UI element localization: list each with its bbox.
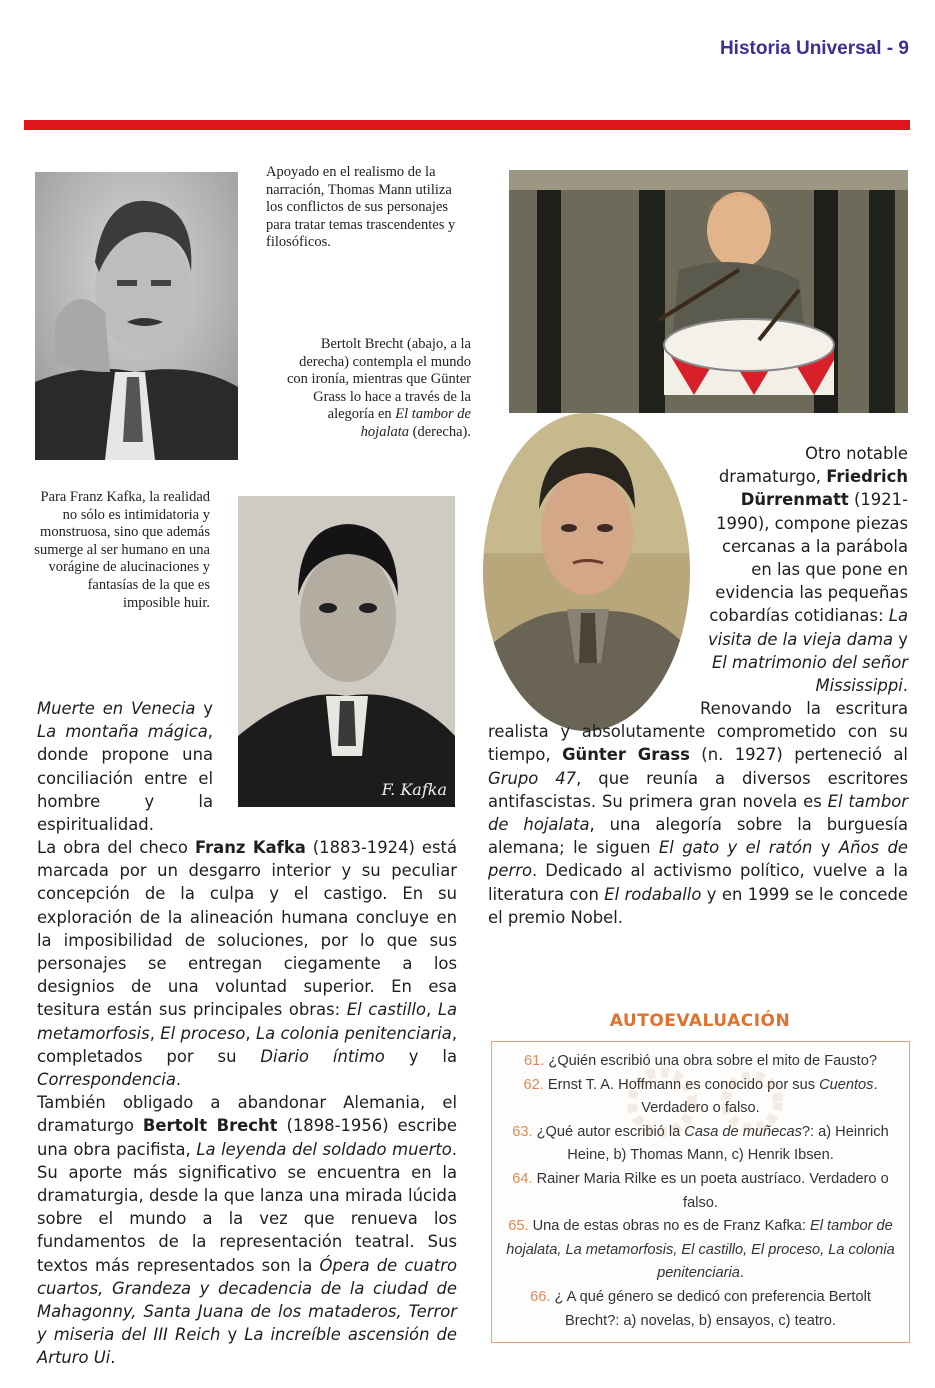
text-run: , donde propone una conciliación entre el hombre y la espiritualidad. [37, 722, 213, 835]
text-run: (1921-1990), compone piezas cercanas a la parábola en las que pone en evidencia las pequeñas cobardías cotidianas: [709, 490, 908, 626]
text-run: , [425, 1000, 438, 1020]
question-65 [506, 1215, 895, 1286]
left-column-body [37, 836, 457, 1370]
self-assessment-box [491, 1041, 910, 1343]
question-66 [506, 1286, 895, 1333]
question-number: 66. [530, 1288, 551, 1305]
header-rule [24, 120, 910, 130]
paragraph-grass [488, 697, 908, 929]
work-title: Correspondencia [37, 1070, 176, 1090]
thomas-mann-portrait [35, 172, 238, 460]
question-work-title: Cuentos [819, 1076, 874, 1093]
work-title: La increíble ascensión de Arturo Ui [37, 1325, 458, 1368]
work-title: El gato y el ratón [658, 838, 813, 858]
question-text: . [739, 1265, 744, 1282]
question-number: 62. [523, 1076, 544, 1093]
text-run: Renovando la escritura realista y absolutamente comprometido con su tiempo, [488, 699, 908, 765]
text-run: . Su aporte más significativo se encuentra en la dramaturgia, desde la que lanza una mirada lúcida sobre el mundo a la vez que renueva los fundamentos de la representación teatral. Sus textos más representados son la [37, 1139, 457, 1275]
text-run: y en 1999 se le concede el premio Nobel. [488, 884, 908, 927]
text-run: , completados por su [37, 1023, 458, 1066]
paragraph-brecht [37, 1091, 457, 1369]
tin-drum-scene-image [509, 170, 908, 413]
work-title: Grupo 47 [488, 768, 577, 788]
paragraph-durrenmatt [698, 442, 908, 697]
right-column-grass [488, 697, 908, 929]
text-run: La obra del checo [37, 838, 195, 857]
photo-tin-drum-scene [509, 170, 908, 413]
work-title: La leyenda del soldado muerto [196, 1139, 452, 1159]
photo-bertolt-brecht [483, 413, 690, 731]
text-run: . [902, 676, 908, 696]
question-number: 65. [508, 1218, 529, 1235]
work-title: Muerte en Venecia [37, 699, 196, 718]
question-64 [506, 1168, 895, 1215]
work-title: La visita de la vieja dama [707, 606, 908, 649]
gear-watermark-icon [592, 1062, 842, 1142]
work-title: La colonia penitenciaria [256, 1023, 452, 1043]
work-title: Diario íntimo [260, 1046, 385, 1066]
text-run: y [812, 838, 839, 858]
work-title: El castillo [346, 1000, 426, 1020]
question-text: Una de estas obras no es de Franz Kafka: [532, 1218, 811, 1235]
caption-kafka: Para Franz Kafka, la realidad no sólo es intimidatoria y monstruosa, sino que además sumerge al ser humano en una vorágine de alucinaciones y fantasías de la que es imposible huir. [34, 489, 210, 611]
question-text: ¿Quién escribió una obra sobre el mito de Fausto? [548, 1053, 877, 1069]
photo-franz-kafka [238, 496, 455, 807]
work-title: El rodaballo [604, 884, 702, 904]
paragraph-mann-works [37, 697, 213, 836]
author-name: Friedrich Dürrenmatt [740, 467, 908, 510]
text-run: . [110, 1348, 116, 1368]
work-title: El matrimonio del señor Mississippi [711, 652, 908, 696]
kafka-signature: F. Kafka [381, 780, 447, 799]
question-work-list: El tambor de hojalata, La metamorfosis, El castillo, El proceso, La colonia penitenciaria [506, 1218, 895, 1282]
photo-thomas-mann [35, 172, 238, 460]
paragraph-kafka [37, 836, 457, 1091]
text-run: y [893, 629, 908, 649]
work-title: Años de perro [488, 838, 908, 881]
caption-brecht-text-1: Bertolt Brecht (abajo, a la derecha) contempla el mundo con ironía, mientras que Günter Grass lo hace a través de la alegoría en [286, 336, 471, 423]
right-column-durrenmatt [698, 442, 908, 697]
caption-thomas-mann: Apoyado en el realismo de la narración, Thomas Mann utiliza los conflictos de sus personajes para tratar temas trascendentes y filosóficos. [266, 164, 456, 251]
left-intro-paragraph [37, 697, 213, 836]
author-name: Franz Kafka [194, 838, 306, 857]
work-title: Ópera de cuatro cuartos, Grandeza y decadencia de la ciudad de Mahagonny, Santa Juana de los mataderos, Terror y miseria del III Reich [37, 1255, 458, 1345]
work-title: El tambor de hojalata [488, 791, 908, 835]
text-run: . [175, 1070, 182, 1090]
text-run: y [220, 1325, 245, 1345]
text-run: , que reunía a diversos escritores antifascistas. Su primera gran novela es [488, 768, 908, 811]
header-separator: - [881, 38, 899, 59]
page-number: 9 [898, 38, 909, 59]
text-run: (1898-1956) escribe una obra pacifista, [37, 1116, 457, 1159]
question-text: ¿Qué autor escribió la [536, 1123, 685, 1140]
text-run: y [195, 699, 213, 718]
question-work-title: Casa de muñecas [684, 1123, 802, 1140]
author-name: Günter Grass [562, 745, 690, 765]
text-run: . Dedicado al activismo político, vuelve a la literatura con [488, 861, 908, 904]
question-text: ¿ A qué género se dedicó con preferencia Bertolt Brecht?: a) novelas, b) ensayos, c) teatro. [554, 1288, 871, 1329]
running-header [720, 38, 909, 60]
text-run: También obligado a abandonar Alemania, el dramaturgo [37, 1093, 457, 1136]
text-run: , una alegoría sobre la burguesía alemana; le siguen [488, 815, 908, 858]
franz-kafka-portrait [238, 496, 455, 807]
question-text: ?: a) Heinrich Heine, b) Thomas Mann, c) Henrik Ibsen. [567, 1123, 889, 1164]
question-number: 64. [512, 1170, 533, 1187]
question-text: . Verdadero o falso. [641, 1076, 878, 1117]
work-title: La metamorfosis [37, 1000, 457, 1043]
caption-brecht-grass [279, 336, 471, 442]
text-run: Otro notable dramaturgo, [718, 444, 908, 487]
caption-brecht-text-2: (derecha). [409, 423, 471, 440]
text-run: (1883-1924) está marcada por un desgarro interior y su peculiar concepción de la culpa y el castigo. En su exploración de la alineación humana concluye en la imposibilidad de soluciones, por lo que sus personajes se entregan ciegamente a los designios de una voluntad superior. En esa tesitura están sus principales obras: [37, 838, 457, 1020]
question-number: 61. [524, 1053, 545, 1069]
question-number: 63. [512, 1123, 533, 1140]
text-run: y la [384, 1046, 458, 1066]
text-run: , [245, 1023, 256, 1043]
text-run: , [149, 1023, 161, 1043]
caption-brecht-work: El tambor de hojalata [360, 406, 471, 440]
question-text: Ernst T. A. Hoffmann es conocido por sus [547, 1076, 820, 1093]
question-text: Rainer Maria Rilke es un poeta austríaco. Verdadero o falso. [536, 1170, 889, 1211]
author-name: Bertolt Brecht [142, 1116, 278, 1136]
bertolt-brecht-portrait [483, 413, 690, 731]
work-title: El proceso [160, 1023, 246, 1043]
text-run: (n. 1927) perteneció al [689, 745, 908, 765]
header-title: Historia Universal [719, 38, 882, 59]
self-assessment-title: AUTOEVALUACIÓN [609, 1011, 791, 1031]
work-title: La montaña mágica [37, 722, 208, 742]
